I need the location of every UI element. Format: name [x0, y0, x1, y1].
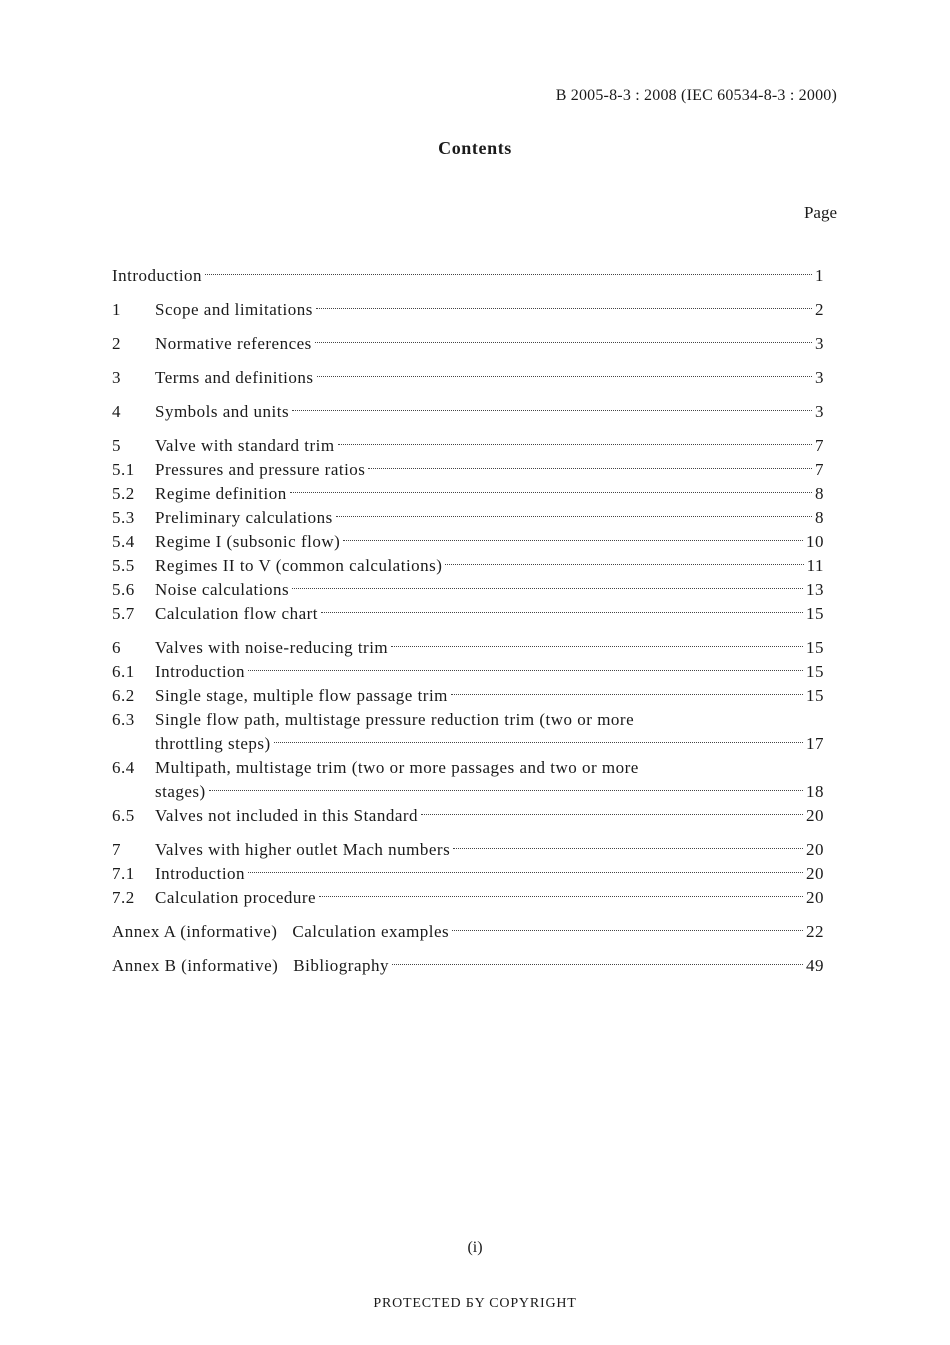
toc-label: Noise calculations — [155, 580, 290, 599]
toc-number: 3 — [112, 368, 121, 387]
toc-label: Regime I (subsonic flow) — [155, 532, 341, 551]
toc-number: 6 — [112, 638, 121, 657]
leader-dots — [315, 342, 812, 343]
leader-dots — [338, 444, 812, 445]
page-column-label: Page — [803, 203, 837, 222]
toc-entry-5-6[interactable] — [112, 578, 824, 602]
toc-entry-annex-a[interactable] — [112, 920, 824, 944]
toc-number: 6.4 — [112, 758, 135, 777]
leader-dots — [451, 694, 803, 695]
toc-page: 2 — [815, 300, 824, 319]
toc-page: 1 — [815, 266, 824, 285]
leader-dots — [343, 540, 803, 541]
toc-label: Terms and definitions — [155, 368, 314, 387]
toc-label: Calculation procedure — [155, 888, 317, 907]
toc-entry-3[interactable] — [112, 366, 824, 390]
toc-entry-5-1[interactable] — [112, 458, 824, 482]
toc-label: Valves with higher outlet Mach numbers — [155, 840, 451, 859]
toc-page: 22 — [806, 922, 824, 941]
toc-page: 7 — [815, 460, 824, 479]
toc-entry-5-3[interactable] — [112, 506, 824, 530]
toc-entry-6-4[interactable] — [112, 756, 824, 780]
toc-entry-6-1[interactable] — [112, 660, 824, 684]
toc-page: 15 — [806, 662, 824, 681]
toc-page: 18 — [806, 782, 824, 801]
leader-dots — [421, 814, 803, 815]
toc-page: 10 — [806, 532, 824, 551]
leader-dots — [316, 308, 812, 309]
toc-label: Valve with standard trim — [155, 436, 335, 455]
toc-number: 6.5 — [112, 806, 135, 825]
toc-entry-6-3[interactable] — [112, 708, 824, 732]
toc-page: 3 — [815, 334, 824, 353]
toc-label-line1: Single flow path, multistage pressure reduction trim (two or more — [155, 710, 635, 729]
leader-dots — [336, 516, 812, 517]
toc-page: 20 — [806, 840, 824, 859]
toc-page: 13 — [806, 580, 824, 599]
toc-label: Introduction — [155, 662, 246, 681]
toc-entry-5-4[interactable] — [112, 530, 824, 554]
toc-label: Introduction — [155, 864, 246, 883]
annex-prefix: Annex A (informative) — [112, 922, 278, 941]
toc-number: 1 — [112, 300, 121, 319]
leader-dots — [368, 468, 812, 469]
toc-entry-6[interactable] — [112, 636, 824, 660]
toc-entry-4[interactable] — [112, 400, 824, 424]
leader-dots — [392, 964, 803, 965]
toc-number: 6.1 — [112, 662, 135, 681]
toc-label: Normative references — [155, 334, 312, 353]
toc-number: 5.1 — [112, 460, 135, 479]
leader-dots — [452, 930, 803, 931]
toc-page: 8 — [815, 484, 824, 503]
toc-entry-6-2[interactable] — [112, 684, 824, 708]
toc-label: Bibliography — [293, 956, 390, 975]
toc-entry-1[interactable] — [112, 298, 824, 322]
toc-label: Calculation examples — [292, 922, 450, 941]
toc-entry-annex-b[interactable] — [112, 954, 824, 978]
toc-entry-introduction[interactable] — [112, 264, 824, 288]
annex-prefix: Annex B (informative) — [112, 956, 279, 975]
toc-number: 5.7 — [112, 604, 135, 623]
toc-label: Scope and limitations — [155, 300, 313, 319]
leader-dots — [453, 848, 803, 849]
toc-page: 17 — [806, 734, 824, 753]
leader-dots — [292, 588, 803, 589]
leader-dots — [205, 274, 812, 275]
toc-page: 49 — [806, 956, 824, 975]
toc-number: 7.1 — [112, 864, 135, 883]
toc-entry-6-3-cont[interactable] — [112, 732, 824, 756]
copyright-notice: PROTECTED БY COPYRIGHT — [373, 1296, 577, 1311]
toc-label: Valves with noise-reducing trim — [155, 638, 389, 657]
toc-page: 11 — [806, 556, 824, 575]
toc-label-line1: Multipath, multistage trim (two or more passages and two or more — [155, 758, 639, 777]
toc-label: Introduction — [112, 266, 203, 285]
toc-page: 15 — [806, 604, 824, 623]
toc-page: 7 — [815, 436, 824, 455]
toc-entry-7-1[interactable] — [112, 862, 824, 886]
leader-dots — [391, 646, 803, 647]
toc-label: Calculation flow chart — [155, 604, 319, 623]
leader-dots — [290, 492, 812, 493]
toc-number: 6.2 — [112, 686, 135, 705]
toc-entry-6-4-cont[interactable] — [112, 780, 824, 804]
leader-dots — [317, 376, 812, 377]
document-header: B 2005-8-3 : 2008 (IEC 60534-8-3 : 2000) — [555, 87, 837, 104]
toc-entry-5-2[interactable] — [112, 482, 824, 506]
toc-number: 5 — [112, 436, 121, 455]
toc-number: 5.2 — [112, 484, 135, 503]
toc-label: Symbols and units — [155, 402, 290, 421]
toc-entry-6-5[interactable] — [112, 804, 824, 828]
toc-label: Preliminary calculations — [155, 508, 333, 527]
toc-label-line2: stages) — [155, 782, 206, 801]
leader-dots — [248, 670, 803, 671]
toc-page: 3 — [815, 368, 824, 387]
leader-dots — [445, 564, 803, 565]
toc-number: 5.6 — [112, 580, 135, 599]
toc-page: 20 — [806, 806, 824, 825]
leader-dots — [209, 790, 803, 791]
toc-entry-5-7[interactable] — [112, 602, 824, 626]
page-number: (i) — [467, 1239, 483, 1256]
toc-label: Single stage, multiple flow passage trim — [155, 686, 448, 705]
toc-entry-2[interactable] — [112, 332, 824, 356]
toc-label: Valves not included in this Standard — [155, 806, 419, 825]
leader-dots — [248, 872, 803, 873]
leader-dots — [321, 612, 803, 613]
toc-number: 5.3 — [112, 508, 135, 527]
toc-number: 7 — [112, 840, 121, 859]
toc-label-line2: throttling steps) — [155, 734, 271, 753]
toc-page: 20 — [806, 888, 824, 907]
toc-entry-5[interactable] — [112, 434, 824, 458]
toc-page: 15 — [806, 638, 824, 657]
leader-dots — [319, 896, 803, 897]
toc-number: 2 — [112, 334, 121, 353]
toc-page: 3 — [815, 402, 824, 421]
toc-number: 5.5 — [112, 556, 135, 575]
toc-number: 7.2 — [112, 888, 135, 907]
toc-entry-5-5[interactable] — [112, 554, 824, 578]
toc-label: Regimes II to V (common calculations) — [155, 556, 443, 575]
leader-dots — [274, 742, 803, 743]
toc-label: Regime definition — [155, 484, 287, 503]
toc-page: 8 — [815, 508, 824, 527]
toc-number: 4 — [112, 402, 121, 421]
toc-label: Pressures and pressure ratios — [155, 460, 366, 479]
toc-entry-7-2[interactable] — [112, 886, 824, 910]
page-title: Contents — [438, 138, 512, 158]
toc-number: 5.4 — [112, 532, 135, 551]
toc-page: 20 — [806, 864, 824, 883]
table-of-contents — [112, 264, 824, 978]
leader-dots — [292, 410, 812, 411]
toc-entry-7[interactable] — [112, 838, 824, 862]
toc-number: 6.3 — [112, 710, 135, 729]
toc-page: 15 — [806, 686, 824, 705]
